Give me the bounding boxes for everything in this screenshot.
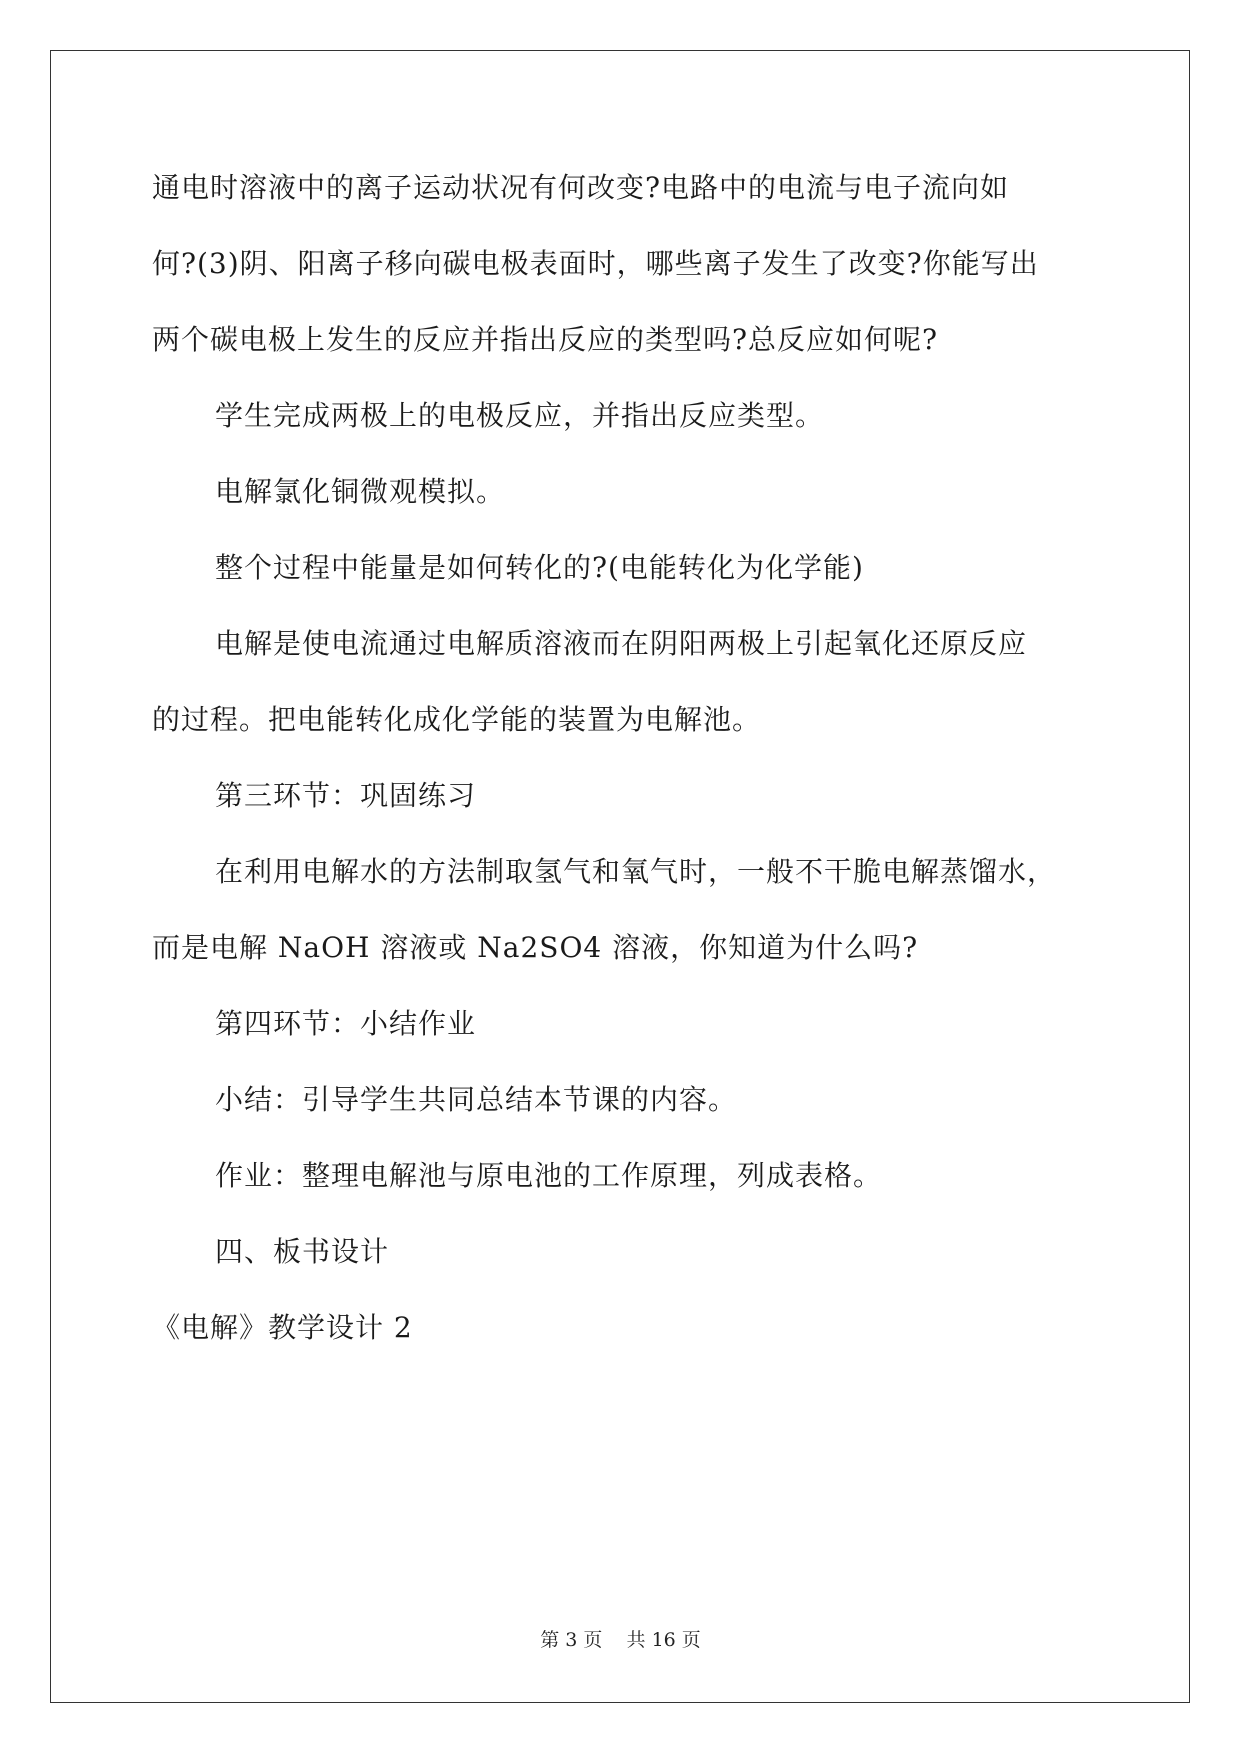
document-title-2: 《电解》教学设计 2	[152, 1311, 413, 1344]
summary-line: 小结：引导学生共同总结本节课的内容。	[215, 1083, 738, 1116]
text-line-2: 何?(3)阴、阳离子移向碳电极表面时，哪些离子发生了改变?你能写出	[152, 247, 1039, 280]
section-heading-4: 第四环节：小结作业	[215, 1007, 477, 1040]
text-line-8: 的过程。把电能转化成化学能的装置为电解池。	[152, 703, 762, 736]
section-heading-3: 第三环节：巩固练习	[215, 779, 477, 812]
document-body	[152, 150, 1112, 1366]
page-number: 第 3 页 共 16 页	[540, 1629, 701, 1651]
text-line-5: 电解氯化铜微观模拟。	[215, 475, 506, 508]
text-line-11: 而是电解 NaOH 溶液或 Na2SO4 溶液，你知道为什么吗?	[152, 931, 919, 964]
homework-line: 作业：整理电解池与原电池的工作原理，列成表格。	[215, 1159, 883, 1192]
text-line-3: 两个碳电极上发生的反应并指出反应的类型吗?总反应如何呢?	[152, 323, 939, 356]
text-line-4: 学生完成两极上的电极反应，并指出反应类型。	[215, 399, 825, 432]
text-line-10: 在利用电解水的方法制取氢气和氧气时，一般不干脆电解蒸馏水，	[215, 855, 1057, 888]
text-line-6: 整个过程中能量是如何转化的?(电能转化为化学能)	[215, 551, 864, 584]
text-line-7: 电解是使电流通过电解质溶液而在阴阳两极上引起氧化还原反应	[215, 627, 1028, 660]
text-line-1: 通电时溶液中的离子运动状况有何改变?电路中的电流与电子流向如	[152, 171, 1010, 204]
board-design-heading: 四、板书设计	[215, 1235, 390, 1268]
